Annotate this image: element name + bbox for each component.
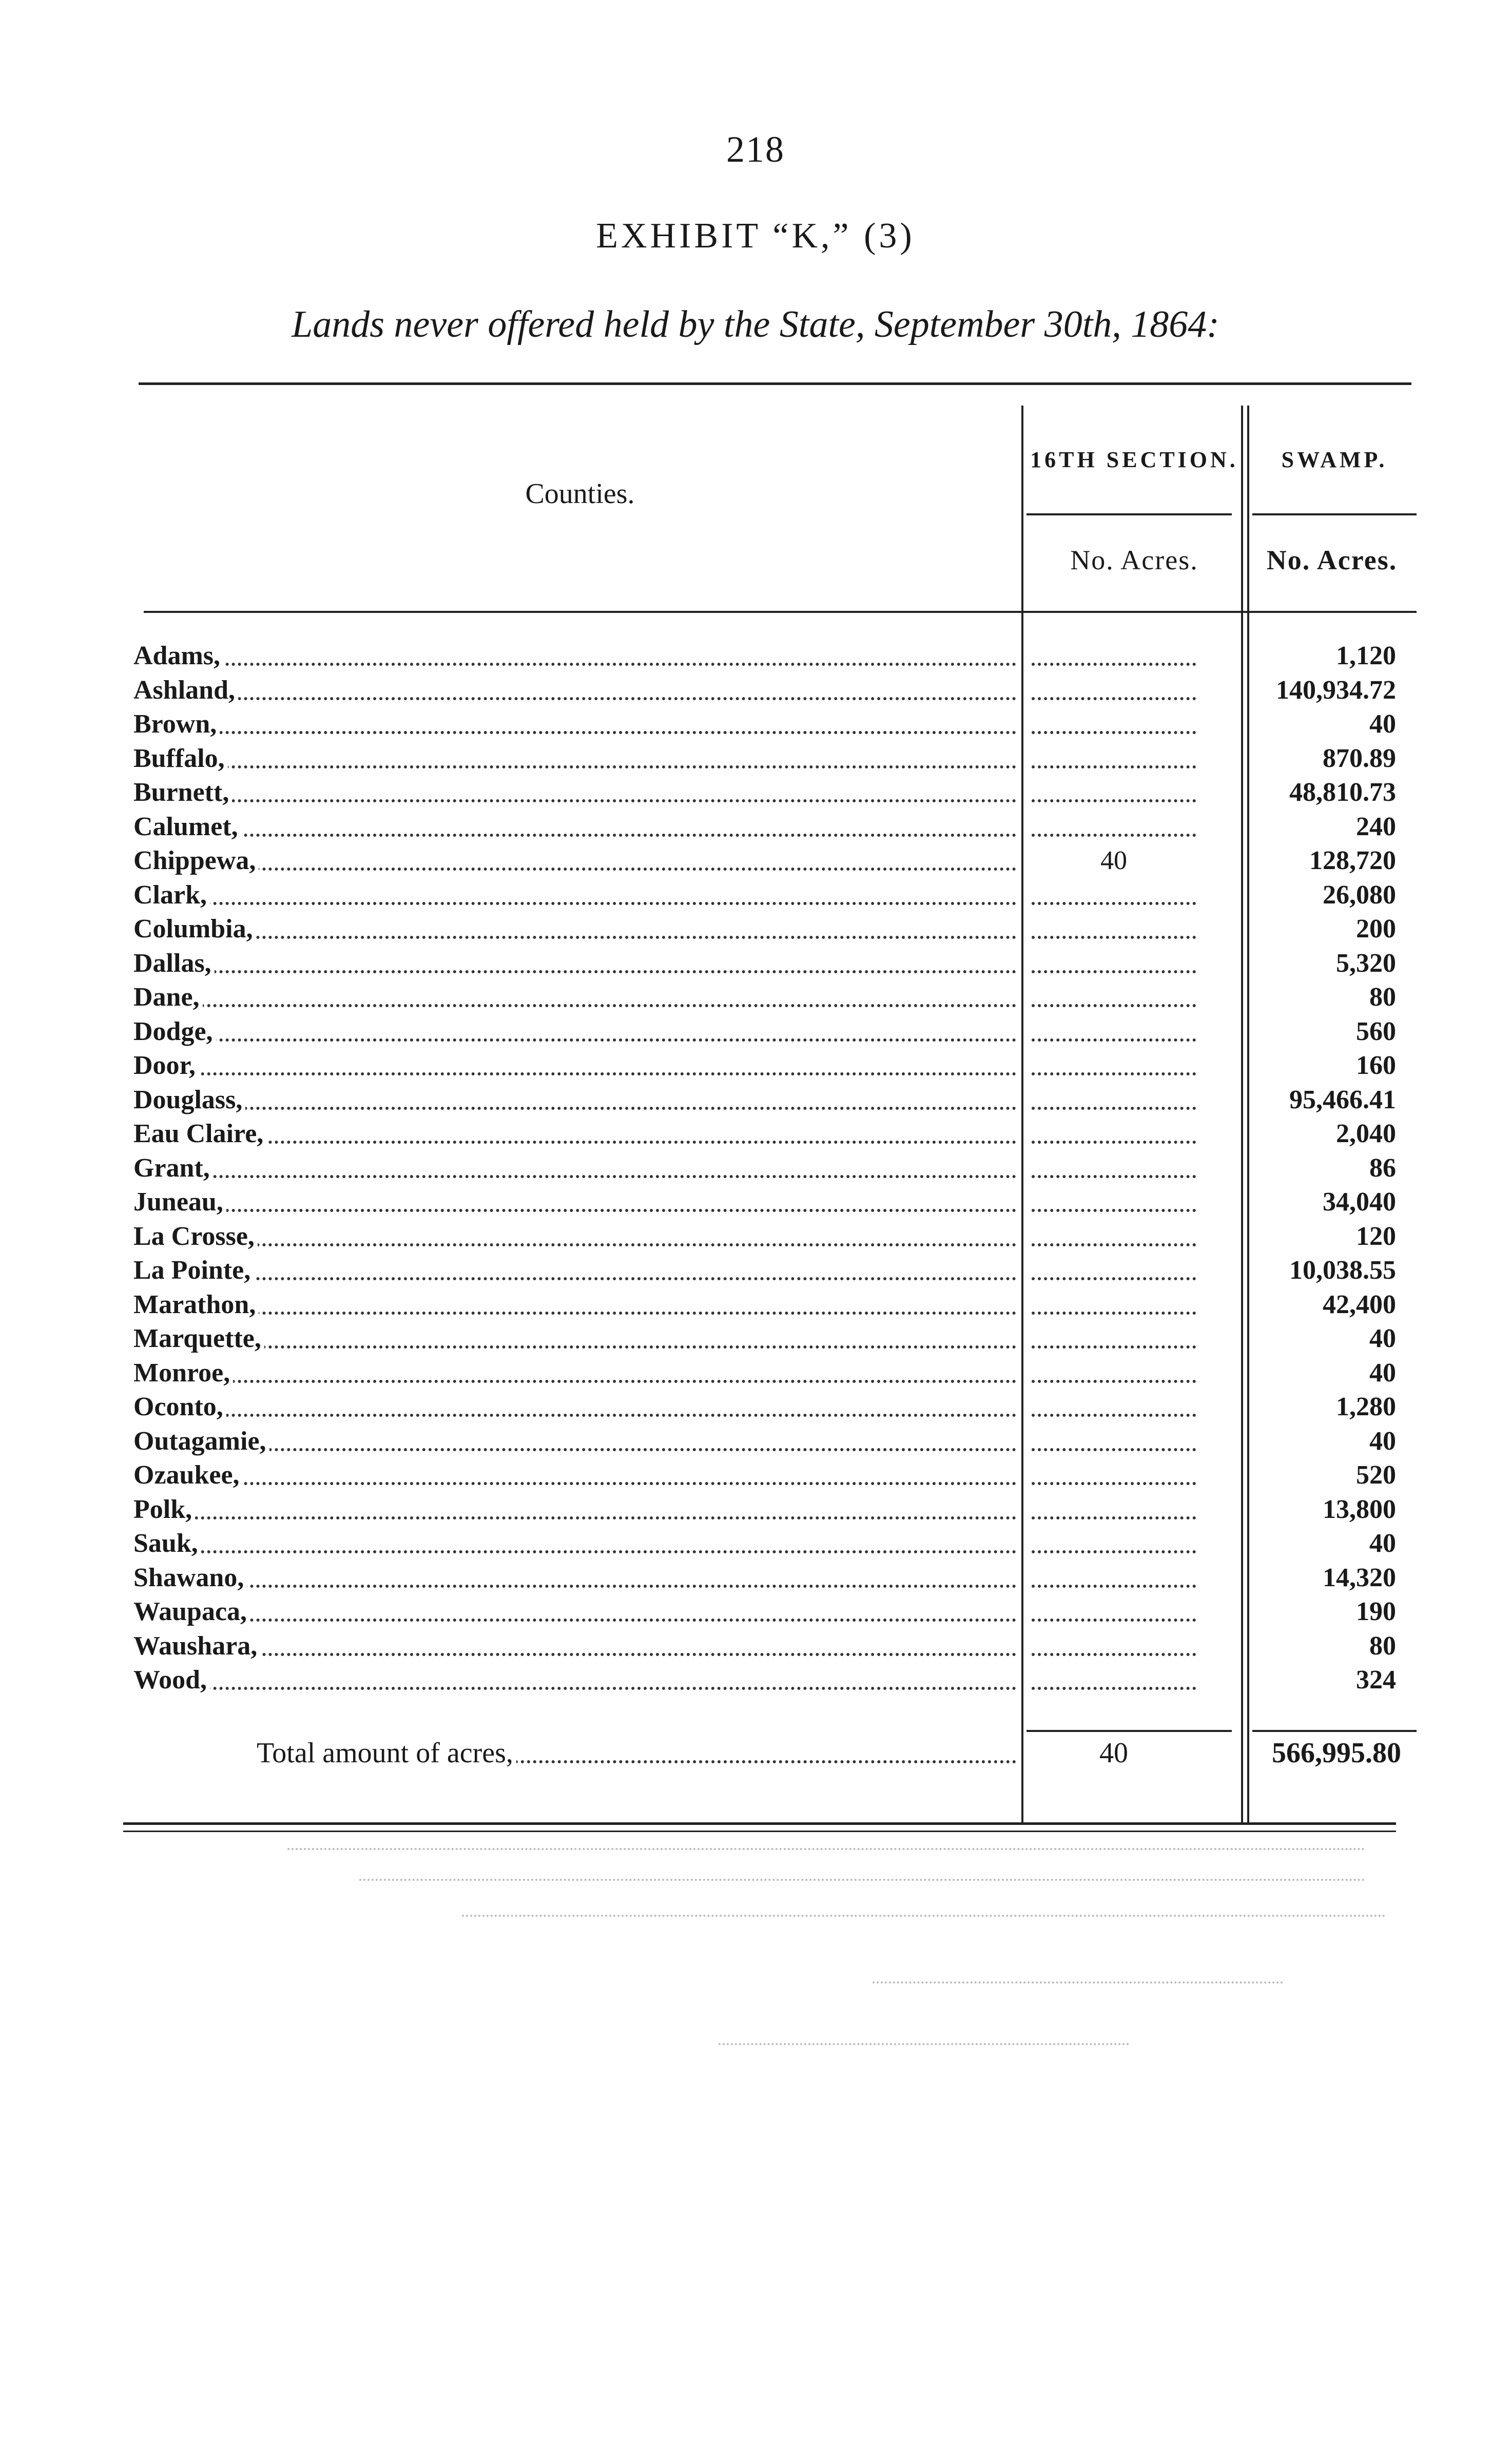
county-name: Calumet, [133, 812, 241, 841]
county-name: Dane, [133, 983, 203, 1012]
county-cell [133, 1424, 1016, 1458]
county-cell [133, 1629, 1016, 1663]
county-name: Chippewa, [133, 846, 259, 875]
county-cell [133, 673, 1016, 707]
sec16-header-rule [1026, 513, 1232, 515]
page-number: 218 [726, 129, 785, 170]
table-row [133, 980, 1396, 1015]
county-cell [133, 1322, 1016, 1356]
county-name: Marquette, [133, 1324, 264, 1353]
county-cell [133, 1288, 1016, 1322]
swamp-value: 870.89 [1323, 743, 1396, 773]
county-cell [133, 639, 1016, 673]
county-cell [133, 1493, 1016, 1527]
table-row [133, 1015, 1396, 1049]
table-subtitle: Lands never offered held by the State, September 30th, 1864: [292, 303, 1219, 345]
swamp-value: 2,040 [1336, 1119, 1396, 1148]
county-cell [133, 1220, 1016, 1254]
swamp-subheader: No. Acres. [1266, 545, 1398, 575]
county-name: Outagamie, [133, 1427, 269, 1456]
county-cell [133, 810, 1016, 844]
county-name: Monroe, [133, 1358, 233, 1388]
swamp-value: 42,400 [1323, 1289, 1396, 1319]
swamp-value: 1,280 [1336, 1392, 1396, 1421]
bottom-rule-2 [123, 1831, 1396, 1832]
swamp-value: 95,466.41 [1289, 1085, 1396, 1114]
swamp-value: 40 [1369, 709, 1396, 739]
table-row [133, 1390, 1396, 1424]
counties-header: Counties. [525, 478, 635, 510]
table-row [133, 1663, 1396, 1698]
sec16-cell [1026, 1561, 1201, 1595]
sec16-cell [1026, 1151, 1201, 1185]
sec16-subheader: No. Acres. [1070, 545, 1198, 575]
sec16-cell [1026, 912, 1201, 946]
swamp-value: 34,040 [1323, 1187, 1396, 1217]
table-row [133, 1322, 1396, 1356]
table-row [133, 1424, 1396, 1459]
county-name: Dodge, [133, 1017, 216, 1046]
county-name: Clark, [133, 880, 210, 910]
total-sec16: 40 [1099, 1737, 1128, 1769]
table-row [133, 776, 1396, 810]
county-name: Columbia, [133, 914, 256, 944]
county-name: Burnett, [133, 778, 232, 807]
sec16-cell [1026, 878, 1201, 912]
sec16-cell [1026, 844, 1201, 878]
sec16-cell [1026, 1629, 1201, 1663]
county-name: Waupaca, [133, 1597, 250, 1626]
county-name: Brown, [133, 709, 220, 739]
swamp-value: 128,720 [1309, 846, 1396, 875]
county-name: Adams, [133, 641, 223, 670]
county-name: Shawano, [133, 1563, 247, 1592]
county-name: Sauk, [133, 1529, 201, 1558]
county-cell [133, 844, 1016, 878]
sec16-cell [1026, 1220, 1201, 1254]
swamp-value: 10,038.55 [1289, 1256, 1396, 1285]
sec16-cell [1026, 1493, 1201, 1527]
table-row [133, 912, 1396, 947]
sec16-cell [1026, 1015, 1201, 1049]
county-name: Ozaukee, [133, 1460, 243, 1490]
county-cell [133, 776, 1016, 810]
bleed-through-line [359, 1879, 1365, 1881]
county-name: La Crosse, [133, 1222, 258, 1251]
table-row [133, 1493, 1396, 1527]
table-row [133, 639, 1396, 673]
table-row [133, 1561, 1396, 1595]
swamp-value: 80 [1369, 1631, 1396, 1661]
county-cell [133, 1356, 1016, 1390]
sec16-cell [1026, 1185, 1201, 1219]
exhibit-title: EXHIBIT “K,” (3) [596, 216, 915, 256]
swamp-value: 14,320 [1323, 1563, 1396, 1592]
table-row [133, 1220, 1396, 1254]
swamp-value: 80 [1369, 983, 1396, 1012]
sec16-cell [1026, 1663, 1201, 1697]
bleed-through-line [719, 2043, 1129, 2045]
total-swamp: 566,995.80 [1272, 1737, 1401, 1769]
table-row [133, 1083, 1396, 1118]
header-bottom-rule [144, 611, 1417, 613]
table-row [133, 1595, 1396, 1629]
swamp-value: 40 [1369, 1426, 1396, 1456]
swamp-value: 160 [1356, 1051, 1396, 1080]
county-cell [133, 742, 1016, 776]
county-cell [133, 1185, 1016, 1219]
table-row [133, 878, 1396, 913]
swamp-value: 200 [1356, 914, 1396, 944]
swamp-value: 86 [1369, 1153, 1396, 1183]
sec16-value: 40 [1026, 844, 1201, 878]
bleed-through-line [287, 1848, 1365, 1850]
county-cell [133, 878, 1016, 912]
swamp-value: 190 [1356, 1597, 1396, 1626]
sec16-cell [1026, 776, 1201, 810]
table-row [133, 1288, 1396, 1322]
total-row [257, 1732, 1401, 1774]
sec16-cell [1026, 1595, 1201, 1629]
sec16-cell [1026, 980, 1201, 1014]
county-cell [133, 947, 1016, 980]
total-label [257, 1732, 1016, 1774]
swamp-value: 560 [1356, 1016, 1396, 1046]
county-cell [133, 1117, 1016, 1151]
swamp-header-rule [1252, 513, 1417, 515]
county-cell [133, 1049, 1016, 1083]
county-cell [133, 1527, 1016, 1561]
swamp-value: 26,080 [1323, 880, 1396, 910]
county-name: Eau Claire, [133, 1119, 266, 1148]
county-cell [133, 980, 1016, 1014]
table-row [133, 1527, 1396, 1561]
county-cell [133, 1151, 1016, 1185]
swamp-value: 240 [1356, 812, 1396, 841]
county-name: Douglass, [133, 1085, 245, 1114]
sec16-cell [1026, 1527, 1201, 1561]
table-row [133, 673, 1396, 708]
sec16-cell [1026, 1254, 1201, 1287]
county-cell [133, 1083, 1016, 1117]
sec16-cell [1026, 1083, 1201, 1117]
sec16-cell [1026, 947, 1201, 980]
swamp-value: 140,934.72 [1276, 675, 1396, 705]
county-name: Oconto, [133, 1392, 226, 1421]
county-name: Waushara, [133, 1631, 260, 1661]
county-name: Dallas, [133, 949, 215, 978]
table-row [133, 1458, 1396, 1493]
bleed-through-line [462, 1915, 1386, 1917]
table-row [133, 1629, 1396, 1664]
table-row [133, 947, 1396, 981]
sec16-header: 16TH SECTION. [1030, 447, 1238, 472]
county-name: Grant, [133, 1153, 213, 1183]
swamp-value: 5,320 [1336, 948, 1396, 978]
sec16-cell [1026, 1424, 1201, 1458]
county-cell [133, 1595, 1016, 1629]
sec16-cell [1026, 1288, 1201, 1322]
county-cell [133, 707, 1016, 741]
county-name: La Pointe, [133, 1256, 254, 1285]
county-cell [133, 1254, 1016, 1287]
table-row [133, 742, 1396, 776]
top-rule [139, 382, 1411, 385]
sec16-cell [1026, 742, 1201, 776]
sec16-cell [1026, 1458, 1201, 1492]
swamp-value: 40 [1369, 1324, 1396, 1353]
table-row [133, 1254, 1396, 1288]
county-cell [133, 1663, 1016, 1697]
table-row [133, 1049, 1396, 1083]
table-row [133, 810, 1396, 844]
swamp-value: 40 [1369, 1358, 1396, 1388]
county-cell [133, 1561, 1016, 1595]
county-cell [133, 1015, 1016, 1049]
table-row [133, 1185, 1396, 1220]
sec16-cell [1026, 707, 1201, 741]
sec16-cell [1026, 1356, 1201, 1390]
sec16-cell [1026, 639, 1201, 673]
sec16-cell [1026, 1117, 1201, 1151]
swamp-value: 520 [1356, 1460, 1396, 1490]
table-row [133, 1117, 1396, 1151]
table-row [133, 1356, 1396, 1391]
total-label-text: Total amount of acres, [257, 1737, 516, 1769]
table-row [133, 707, 1396, 742]
swamp-value: 324 [1356, 1665, 1396, 1695]
total-above-rule-sec16 [1026, 1730, 1232, 1732]
swamp-value: 13,800 [1323, 1494, 1396, 1524]
sec16-cell [1026, 1390, 1201, 1424]
sec16-cell [1026, 1049, 1201, 1083]
total-above-rule-swamp [1252, 1730, 1417, 1732]
county-name: Marathon, [133, 1290, 259, 1319]
county-name: Juneau, [133, 1187, 226, 1217]
county-name: Wood, [133, 1665, 210, 1695]
sec16-cell [1026, 673, 1201, 707]
swamp-value: 48,810.73 [1289, 778, 1396, 807]
swamp-value: 1,120 [1336, 641, 1396, 670]
county-name: Door, [133, 1051, 199, 1080]
county-name: Ashland, [133, 676, 238, 705]
county-name: Polk, [133, 1495, 195, 1524]
bottom-rule-1 [123, 1822, 1396, 1825]
county-table [133, 639, 1396, 1698]
table-row [133, 844, 1396, 878]
bleed-through-line [873, 1981, 1283, 1984]
county-cell [133, 912, 1016, 946]
county-cell [133, 1458, 1016, 1492]
table-row [133, 1151, 1396, 1186]
county-name: Buffalo, [133, 744, 228, 773]
swamp-value: 120 [1356, 1221, 1396, 1251]
sec16-cell [1026, 810, 1201, 844]
county-cell [133, 1390, 1016, 1424]
swamp-value: 40 [1369, 1529, 1396, 1558]
sec16-cell [1026, 1322, 1201, 1356]
swamp-header: SWAMP. [1281, 447, 1388, 472]
